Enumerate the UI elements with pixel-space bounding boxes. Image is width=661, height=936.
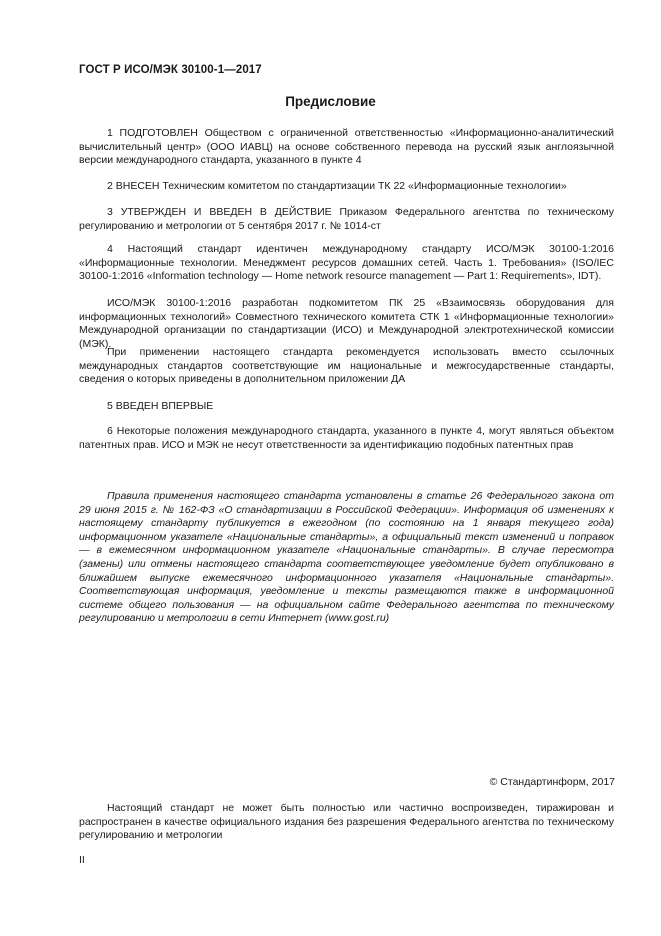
page-title: Предисловие (285, 94, 376, 109)
paragraph-developed-by: ИСО/МЭК 30100-1:2016 разработан подкомитетом ПК 25 «Взаимосвязь оборудования для информационных технологий» Совместного технического комитета СТК 1 «Информационные технологии» Международной организации по стандартизации (ИСО) и Международной электротехнической комиссии (МЭК). (79, 297, 614, 350)
paragraph-introduced-first: 5 ВВЕДЕН ВПЕРВЫЕ (107, 400, 214, 412)
paragraph-application-rules: Правила применения настоящего стандарта установлены в статье 26 Федерального закона от 29 июня 2015 г. № 162-ФЗ «О стандартизации в Российской Федерации». Информация об изменениях к настоящему стандарту публикуется в ежегодном (по состоянию на 1 января текущего года) информационном указателе «Национальные стандарты», а официальный текст изменений и поправок — в ежемесячном информационном указателе «Национальные стандарты». В случае пересмотра (замены) или отмены настоящего стандарта соответствующее уведомление будет опубликовано в ближайшем выпуске ежемесячного информационного указателя «Национальные стандарты». Соответствующая информация, уведомление и тексты размещаются также в информационной системе общего пользования — на официальном сайте Федерального агентства по техническому регулированию и метрологии в сети Интернет (www.gost.ru) (79, 490, 614, 625)
standard-code-header: ГОСТ Р ИСО/МЭК 30100-1—2017 (79, 64, 262, 76)
paragraph-patent-rights: 6 Некоторые положения международного стандарта, указанного в пункте 4, могут являться объектом патентных прав. ИСО и МЭК не несут ответственности за идентификацию подобных патентных прав (79, 425, 614, 451)
copyright-notice: © Стандартинформ, 2017 (489, 776, 615, 788)
paragraph-prepared-by: 1 ПОДГОТОВЛЕН Обществом с ограниченной ответственностью «Информационно-аналитический вычислительный центр» (ООО ИАВЦ) на основе собственного перевода на русский язык англоязычной версии международного стандарта, указанного в пункте 4 (79, 127, 614, 167)
paragraph-submitted-by: 2 ВНЕСЕН Техническим комитетом по стандартизации ТК 22 «Информационные технологии» (107, 180, 567, 192)
page-number: II (79, 854, 85, 866)
paragraph-application-note: При применении настоящего стандарта рекомендуется использовать вместо ссылочных международных стандартов соответствующие им национальные и межгосударственные стандарты, сведения о которых приведены в дополнительном приложении ДА (79, 346, 614, 386)
paragraph-identical-standard: 4 Настоящий стандарт идентичен международному стандарту ИСО/МЭК 30100-1:2016 «Информационные технологии. Менеджмент ресурсов домашних сетей. Часть 1. Требования» (ISO/IEC 30100-1:2016 «Information technology — Home network resource management — Part 1: Requirements», IDT). (79, 243, 614, 283)
reproduction-notice: Настоящий стандарт не может быть полностью или частично воспроизведен, тиражирован и распространен в качестве официального издания без разрешения Федерального агентства по техническому регулированию и метрологии (79, 802, 614, 842)
paragraph-approved: 3 УТВЕРЖДЕН И ВВЕДЕН В ДЕЙСТВИЕ Приказом Федерального агентства по техническому регулированию и метрологии от 5 сентября 2017 г. № 1014-ст (79, 206, 614, 232)
